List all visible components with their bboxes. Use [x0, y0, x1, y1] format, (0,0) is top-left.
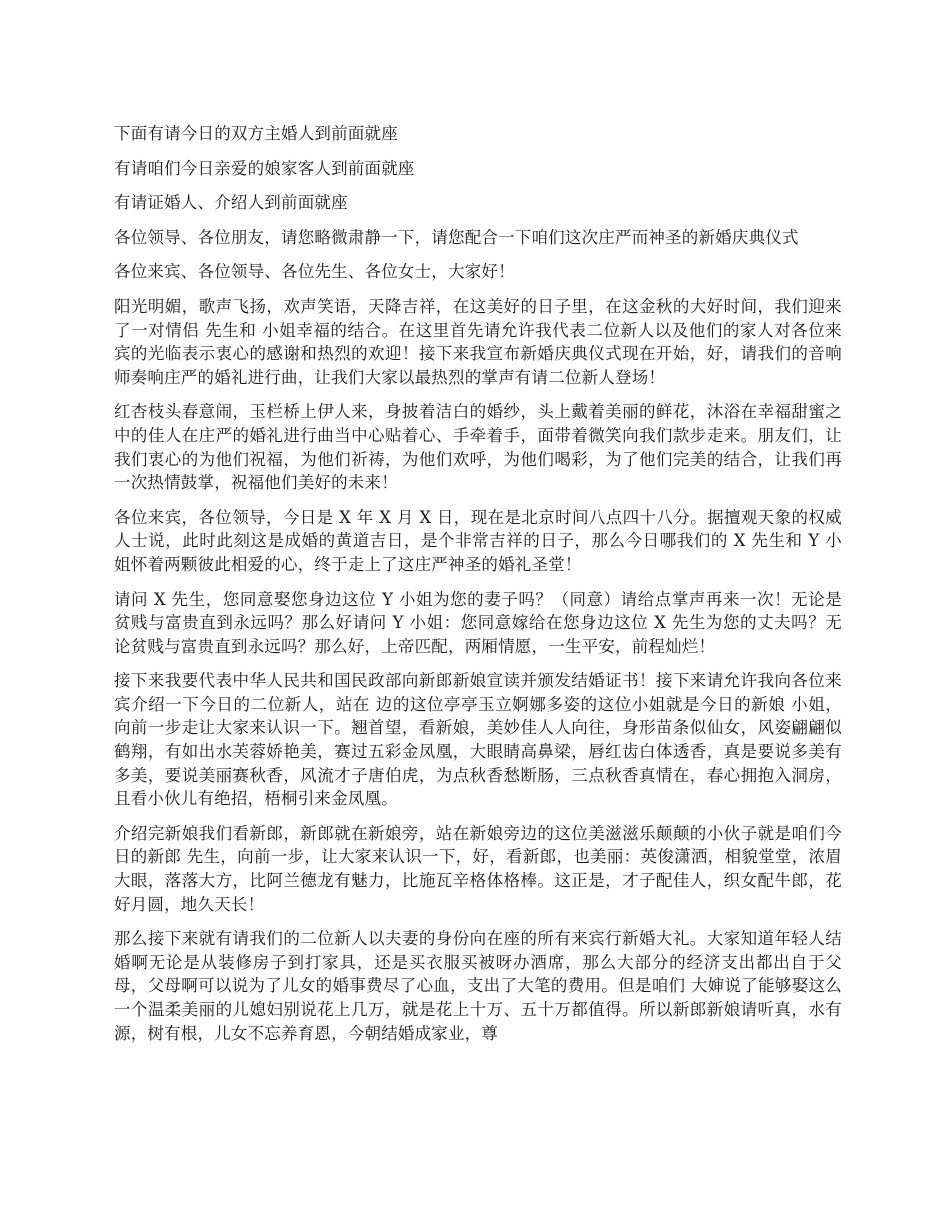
- paragraph-greeting: 各位来宾、各位领导、各位先生、各位女士，大家好！: [114, 262, 515, 282]
- paragraph-invite-bride-family: 有请咱们今日亲爱的娘家客人到前面就座: [114, 158, 415, 178]
- paragraph-opening: 阳光明媚，歌声飞扬，欢声笑语，天降吉祥，在这美好的日子里，在这金秋的大好时间，我们迎来了一对情侣 先生和 小姐幸福的结合。在这里首先请允许我代表二位新人以及他们的家人对各位来宾的光临表示衷心的感谢和热烈的欢迎！接下来我宣布新婚庆典仪式现在开始，好，请我们的音响师奏响庄严的婚礼进行曲，让我们大家以最热烈的掌声有请二位新人登场！: [114, 296, 842, 387]
- paragraph-vows: 请问 X 先生，您同意娶您身边这位 Y 小姐为您的妻子吗？（同意）请给点掌声再来一次！无论是贫贱与富贵直到永远吗？那么好请问 Y 小姐：您同意嫁给在您身边这位 X 先生为您的丈夫吗？无论贫贱与富贵直到永远吗？那么好，上帝匹配，两厢情愿，一生平安，前程灿烂！: [114, 589, 842, 656]
- paragraph-bride-entrance: 红杏枝头春意闹，玉栏桥上伊人来，身披着洁白的婚纱，头上戴着美丽的鲜花，沐浴在幸福甜蜜之中的佳人在庄严的婚礼进行曲当中心贴着心、手牵着手，面带着微笑向我们款步走来。朋友们，让我们衷心的为他们祝福，为他们祈祷，为他们欢呼，为他们喝彩，为了他们完美的结合，让我们再一次热情鼓掌，祝福他们美好的未来！: [114, 402, 842, 493]
- paragraph-invite-hosts: 下面有请今日的双方主婚人到前面就座: [114, 124, 398, 143]
- paragraph-request-silence: 各位领导、各位朋友，请您略微肃静一下，请您配合一下咱们这次庄严而神圣的新婚庆典仪式: [114, 227, 799, 247]
- paragraph-auspicious-date: 各位来宾，各位领导，今日是 X 年 X 月 X 日，现在是北京时间八点四十八分。据擅观天象的权威人士说，此时此刻这是成婚的黄道吉日，是个非常吉祥的日子，那么今日哪我们的 X 先生和 Y 小姐怀着两颗彼此相爱的心，终于走上了这庄严神圣的婚礼圣堂！: [114, 507, 842, 574]
- paragraph-introduce-bride: 接下来我要代表中华人民共和国民政部向新郎新娘宣读并颁发结婚证书！接下来请允许我向各位来宾介绍一下今日的二位新人，站在 边的这位亭亭玉立婀娜多姿的这位小姐就是今日的新娘 小姐，向前一步走让大家来认识一下。翘首望，看新娘，美妙佳人人向往，身形苗条似仙女，风姿翩翩似鹤翔，有如出水芙蓉娇艳美，赛过五彩金凤凰，大眼睛高鼻梁，唇红齿白体透香，真是要说多美有多美，要说美丽赛秋香，风流才子唐伯虎，为点秋香愁断肠，三点秋香真情在，春心拥抱入洞房，且看小伙儿有绝招，梧桐引来金凤凰。: [114, 671, 842, 809]
- paragraph-invite-witness: 有请证婚人、介绍人到前面就座: [114, 193, 348, 213]
- paragraph-introduce-groom: 介绍完新娘我们看新郎，新郎就在新娘旁，站在新娘旁边的这位美滋滋乐颠颠的小伙子就是咱们今日的新郎 先生，向前一步，让大家来认识一下，好，看新郎，也美丽：英俊潇洒，相貌堂堂，浓眉大眼，落落大方，比阿兰德龙有魅力，比施瓦辛格体格棒。这正是，才子配佳人，织女配牛郎，花好月圆，地久天长！: [114, 823, 842, 914]
- paragraph-thank-parents: 那么接下来就有请我们的二位新人以夫妻的身份向在座的所有来宾行新婚大礼。大家知道年轻人结婚啊无论是从装修房子到打家具，还是买衣服买被呀办酒席，那么大部分的经济支出都出自于父母，父母啊可以说为了儿女的婚事费尽了心血，支出了大笔的费用。但是咱们 大婶说了能够娶这么一个温柔美丽的儿媳妇别说花上几万，就是花上十万、五十万都值得。所以新郎新娘请听真，水有源，树有根，儿女不忘养育恩，今朝结婚成家业，尊: [114, 929, 842, 1043]
- document-body: [114, 122, 842, 1056]
